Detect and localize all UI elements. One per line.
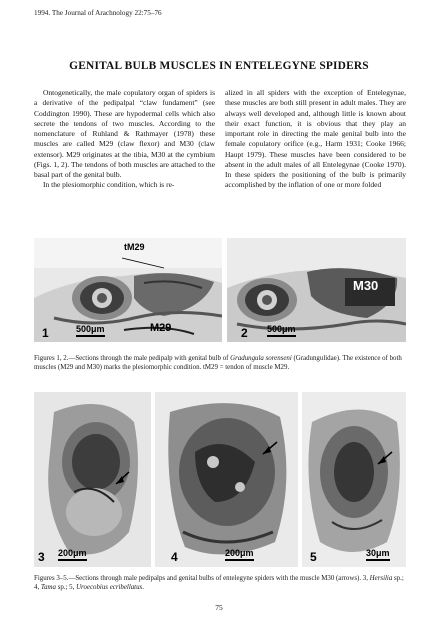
page-number: 75 — [215, 603, 223, 612]
figure-panel-5 — [302, 392, 406, 567]
body-column-right — [225, 88, 406, 191]
scale-text-2: 500μm — [267, 324, 296, 334]
scale-text-4: 200μm — [225, 548, 254, 558]
scale-bar-2 — [267, 324, 296, 337]
running-header: 1994. The Journal of Arachnology 22:75–76 — [34, 9, 162, 17]
label-m30: M30 — [353, 278, 379, 293]
scale-text-5: 30μm — [366, 548, 390, 558]
scale-line-2 — [267, 335, 296, 337]
figure-row-bottom — [34, 392, 406, 567]
caption-figures-3-5: Figures 3–5.—Sections through male pedipalps and genital bulbs of entelegyne spiders with the muscle M30 (arrows). 3, Hersilia sp.; 4, Tama sp.; 5, Uroecobius ecribellatus. — [34, 575, 404, 592]
panel-number-5: 5 — [310, 550, 317, 564]
micrograph-1 — [34, 238, 222, 342]
scale-bar-3 — [58, 548, 87, 561]
label-tm29: tM29 — [124, 242, 145, 252]
caption-figures-1-2: Figures 1, 2.—Sections through the male pedipalp with genital bulb of Gradungula sorenseni (Gradungulidae). The existence of both muscles (M29 and M30) marks the plesiomorphic condition. tM29 = tendon of muscle M29. — [34, 355, 402, 372]
figure-panel-2 — [227, 238, 406, 342]
figure-panel-4 — [155, 392, 298, 567]
scale-line-4 — [225, 559, 254, 561]
micrograph-3 — [34, 392, 151, 567]
paragraph: Ontogenetically, the male copulatory organ of spiders is a derivative of the pedipalpal “claw fundament” (see Coddington 1990). These are hypodermal cells which also secrete the tendons of two muscles. According to the nomenclature of Ruhland & Rathmayer (1978) these muscles are called M29 (claw flexor) and M30 (claw extensor). M29 originates at the tibia, M30 at the cymbium (Figs. 1, 2). The tendons of both muscles are attached to the basal part of the genital bulb. — [34, 88, 215, 179]
panel-number-1: 1 — [42, 326, 49, 340]
paragraph: In the plesiomorphic condition, which is re- — [43, 180, 175, 190]
scale-line-1 — [76, 335, 105, 337]
scale-line-5 — [366, 559, 390, 561]
micrograph-4 — [155, 392, 298, 567]
panel-number-3: 3 — [38, 550, 45, 564]
scale-bar-4 — [225, 548, 254, 561]
figure-row-top — [34, 238, 406, 342]
scale-text-1: 500μm — [76, 324, 105, 334]
panel-number-2: 2 — [241, 326, 248, 340]
scale-bar-5 — [366, 548, 390, 561]
micrograph-5 — [302, 392, 406, 567]
scale-text-3: 200μm — [58, 548, 87, 558]
article-title: GENITAL BULB MUSCLES IN ENTELEGYNE SPIDERS — [69, 60, 369, 72]
scale-line-3 — [58, 559, 87, 561]
label-m29: M29 — [150, 322, 172, 334]
paragraph: alized in all spiders with the exception of Entelegynae, these muscles are both still present in adult males. They are always well developed and, although little is known about their exact function, it is obvious that they play an important role in directing the male genital bulb into the female copulatory orifice (e.g., Harm 1931; Cooke 1966; Haupt 1979). These muscles have been considered to be absent in the adult males of all Entelegynae (Cooke 1970). In these spiders the positioning of the bulb is primarily accomplished by the inflation of one or more folded — [225, 88, 406, 190]
scale-bar-1 — [76, 324, 105, 337]
figure-panel-3 — [34, 392, 151, 567]
figure-panel-1 — [34, 238, 222, 342]
panel-number-4: 4 — [171, 550, 178, 564]
micrograph-2 — [227, 238, 406, 342]
body-column-left — [34, 88, 215, 191]
